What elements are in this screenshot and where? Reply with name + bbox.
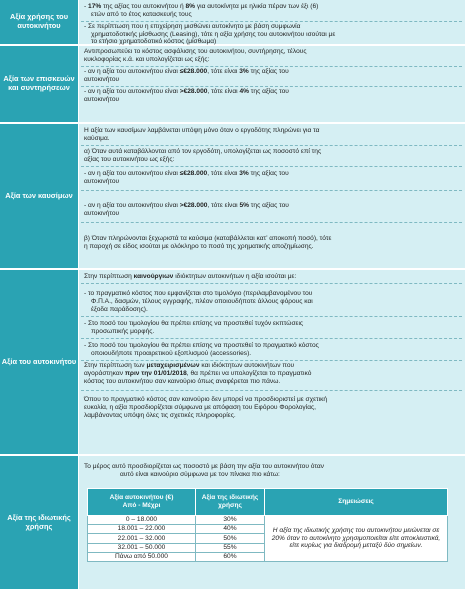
repairs-rule-2-line2: αυτοκινήτου: [84, 96, 120, 103]
fuel-rule-2: [84, 202, 460, 210]
car-value-used-line1: [84, 362, 460, 370]
repairs-rule-1: [84, 68, 460, 76]
pct-cell: 40%: [196, 525, 265, 534]
used-cars: μεταχειρισμένων: [146, 362, 200, 369]
range-cell: 0 – 18.000: [88, 516, 196, 525]
text: - αν η αξία του αυτοκινήτου είναι: [84, 88, 180, 95]
new-cars: καινούργιων: [133, 273, 174, 280]
text: της αξίας του: [248, 88, 289, 95]
fuel-title-text: Αξία των καυσίμων: [5, 190, 73, 200]
fuel-a-line1: α) Όταν αυτά καταβάλλονται από τον εργοδότη, υπολογίζεται ως ποσοστό επί της: [84, 148, 322, 155]
usage-para-2-line3: το ετήσιο χρηματοδοτικό κόστος (μίσθωμα): [91, 38, 217, 45]
fuel-b-line1: β) Όταν πληρώνονται ξεχωριστά τα καύσιμα (καταβάλλεται κατ’ αποκοπή ποσό), τότε: [84, 235, 332, 242]
fuel-rule-1: [84, 170, 460, 178]
range-cell: 18.001 – 22.000: [88, 525, 196, 534]
text: - αν η αξία του αυτοκινήτου είναι: [84, 170, 180, 177]
text: για αυτοκίνητα με ηλικία πέραν των έξι (6): [194, 3, 319, 10]
text: και ιδιόκτητων αυτοκινήτων που: [199, 362, 295, 369]
fuel-intro-line1: Η αξία των καυσίμων λαμβάνεται υπόψη μόνο όταν ο εργοδότης πληρώνει για τα: [84, 127, 320, 134]
own-use-title: [0, 456, 78, 589]
text: , θα πρέπει να υπολογίζεται το πραγματικό: [186, 370, 312, 377]
text: Στην περίπτωση των: [84, 362, 147, 369]
dash: -: [84, 3, 89, 10]
pct-cell: 50%: [196, 534, 265, 543]
car-value-used-line3: κόστος του αυτοκινήτου σαν καινούριο όπως αναφέρεται πιο πάνω.: [84, 378, 281, 385]
usage-para-2-line1: - Σε περίπτωση που η επιχείρηση μισθώνει αυτοκίνητο με βάση συμφωνία: [84, 23, 301, 30]
date: πριν την 01/01/2018: [124, 370, 187, 377]
divider: [81, 190, 462, 191]
car-value-title-text: Αξία του αυτοκινήτου: [1, 356, 77, 366]
divider: [81, 338, 462, 339]
text: - αν η αξία του αυτοκινήτου είναι: [84, 68, 180, 75]
header-private-use-text: Αξία της ιδιωτικής χρήσης: [201, 494, 259, 509]
table-header-row: [88, 489, 448, 516]
note-cell: Η αξία της ιδιωτικής χρήσης του αυτοκινήτου μειώνεται σε 20% όταν το αυτοκίνητο χρησιμοποιείται είτε αποκλειστικά, είτε κυρίως για διαδρομή μεταξύ δύο σημείων.: [265, 516, 448, 562]
pct: 3%: [239, 170, 249, 177]
usage-para-1-line2: ετών από το έτος κατασκευής τους: [91, 11, 192, 18]
car-value-b1-line3: έξοδα παράδοσης).: [91, 306, 148, 313]
fuel-title: [0, 124, 78, 268]
fuel-intro-line2: καύσιμα.: [84, 135, 110, 142]
header-notes-text: Σημειώσεις: [338, 498, 374, 506]
car-value-b3-line1: - Στο ποσό του τιμολογίου θα πρέπει επίσης να προστεθεί το πραγματικό κόστος: [84, 342, 319, 349]
fuel-b-line2: η παροχή σε είδος ισούται με ολόκληρο το ποσό της χρηματικής αποζημίωσης.: [84, 243, 314, 250]
header-car-value-text: Αξία αυτοκινήτου (€) Από - Μέχρι: [109, 494, 174, 509]
pct-17: 17%: [88, 3, 102, 10]
fuel-a-line2: αξίας του αυτοκινήτου ως εξής:: [84, 156, 175, 163]
divider: [81, 222, 462, 223]
text: της αξίας του: [248, 68, 289, 75]
threshold: >€28.000: [179, 202, 208, 209]
text: Στην περίπτωση: [84, 273, 134, 280]
text: της αξίας του: [248, 202, 289, 209]
car-value-tax-line2: ευκολία, η αξία προσδιορίζεται σύμφωνα με απόφαση του Εφόρου Φορολογίας,: [84, 404, 317, 411]
divider: [81, 390, 462, 391]
pct: 3%: [239, 68, 249, 75]
divider: [81, 166, 462, 167]
usage-para-1: [84, 3, 460, 11]
divider: [81, 360, 462, 361]
range-cell: Πάνω από 50.000: [88, 552, 196, 561]
car-value-b1-line1: - το πραγματικό κόστος που εμφανίζεται στο τιμολόγιο (περιλαμβανομένου του: [84, 290, 313, 297]
pct-cell: 55%: [196, 543, 265, 552]
text: - αν η αξία του αυτοκινήτου είναι: [84, 202, 180, 209]
pct-8: 8%: [185, 3, 195, 10]
pct: 4%: [239, 88, 249, 95]
fuel-rule-1-line2: αυτοκινήτου: [84, 178, 120, 185]
car-value-b3-line2: οποιουδήποτε προαιρετικού εξοπλισμού (accessories).: [91, 350, 252, 357]
divider: [81, 21, 462, 22]
pct-cell: 30%: [196, 516, 265, 525]
own-use-intro-line2: αυτό είναι καινούριο σύμφωνα με τον πίνακα πιο κάτω:: [120, 471, 280, 478]
own-use-intro-line1: Το μέρος αυτό προσδιορίζεται ως ποσοστό με βάση την αξία του αυτοκινήτου όταν: [84, 463, 324, 470]
repairs-intro-line1: Αντιπροσωπεύει το κόστος ασφάλισης του αυτοκινήτου, συντήρησης, τέλους: [84, 48, 307, 55]
car-value-b2-line2: προσωπικής μορφής.: [91, 328, 155, 335]
fuel-rule-2-line2: αυτοκινήτου: [84, 210, 120, 217]
car-value-used-line2: [84, 370, 460, 378]
usage-title-text: Αξία χρήσης του αυτοκινήτου: [10, 12, 68, 30]
car-value-title: [0, 270, 78, 454]
divider: [81, 66, 462, 67]
header-notes: [265, 489, 448, 516]
text: , τότε είναι: [207, 68, 240, 75]
range-cell: 22.001 – 32.000: [88, 534, 196, 543]
divider: [81, 86, 462, 87]
car-value-intro: [84, 273, 460, 281]
text: , τότε είναι: [207, 170, 240, 177]
threshold: >€28.000: [179, 88, 208, 95]
text: της αξίας του αυτοκινήτου ή: [101, 3, 186, 10]
repairs-title-text: Αξία των επισκευών και συντηρήσεων: [3, 74, 75, 92]
private-use-table: [87, 488, 448, 562]
divider: [81, 316, 462, 317]
repairs-rule-2: [84, 88, 460, 96]
pct: 5%: [239, 202, 249, 209]
repairs-rule-1-line2: αυτοκινήτου: [84, 76, 120, 83]
threshold: ≤€28.000: [179, 170, 208, 177]
car-value-b2-line1: - Στο ποσό του τιμολογίου θα πρέπει επίσης να προστεθεί τυχόν εκπτώσεις: [84, 320, 304, 327]
car-value-b1-line2: Φ.Π.Α., δασμών, τέλους εγγραφής, πλέον οποιουδήποτε άλλους φόρους και: [91, 298, 313, 305]
range-cell: 32.001 – 50.000: [88, 543, 196, 552]
text: , τότε είναι: [207, 88, 240, 95]
repairs-title: [0, 46, 78, 122]
own-use-title-text: Αξία της ιδιωτικής χρήσης: [7, 512, 71, 531]
table-row: [88, 516, 448, 525]
header-car-value: [88, 489, 196, 516]
text: της αξίας του: [248, 170, 289, 177]
usage-title: [0, 0, 78, 44]
threshold: ≤€28.000: [179, 68, 208, 75]
car-value-tax-line3: λαμβάνοντας υπόψη όλες τις σχετικές πληροφορίες.: [84, 412, 236, 419]
text: , τότε είναι: [207, 202, 240, 209]
usage-para-2-line2: χρηματοδοτικής μίσθωσης (Leasing), τότε η αξία χρήσης του αυτοκινήτου ισούται με: [91, 31, 336, 38]
divider: [81, 145, 462, 146]
text: αγοράστηκαν: [84, 370, 125, 377]
car-value-tax-line1: Όπου το πραγματικό κόστος σαν καινούριο δεν μπορεί να προσδιοριστεί με σχετική: [84, 396, 328, 403]
text: ιδιόκτητων αυτοκινήτων η αξία ισούται με:: [173, 273, 297, 280]
pct-cell: 60%: [196, 552, 265, 561]
divider: [81, 283, 462, 284]
header-private-use-value: [196, 489, 265, 516]
repairs-intro-line2: κυκλοφορίας κ.ά. και υπολογίζεται ως εξής:: [84, 56, 210, 63]
